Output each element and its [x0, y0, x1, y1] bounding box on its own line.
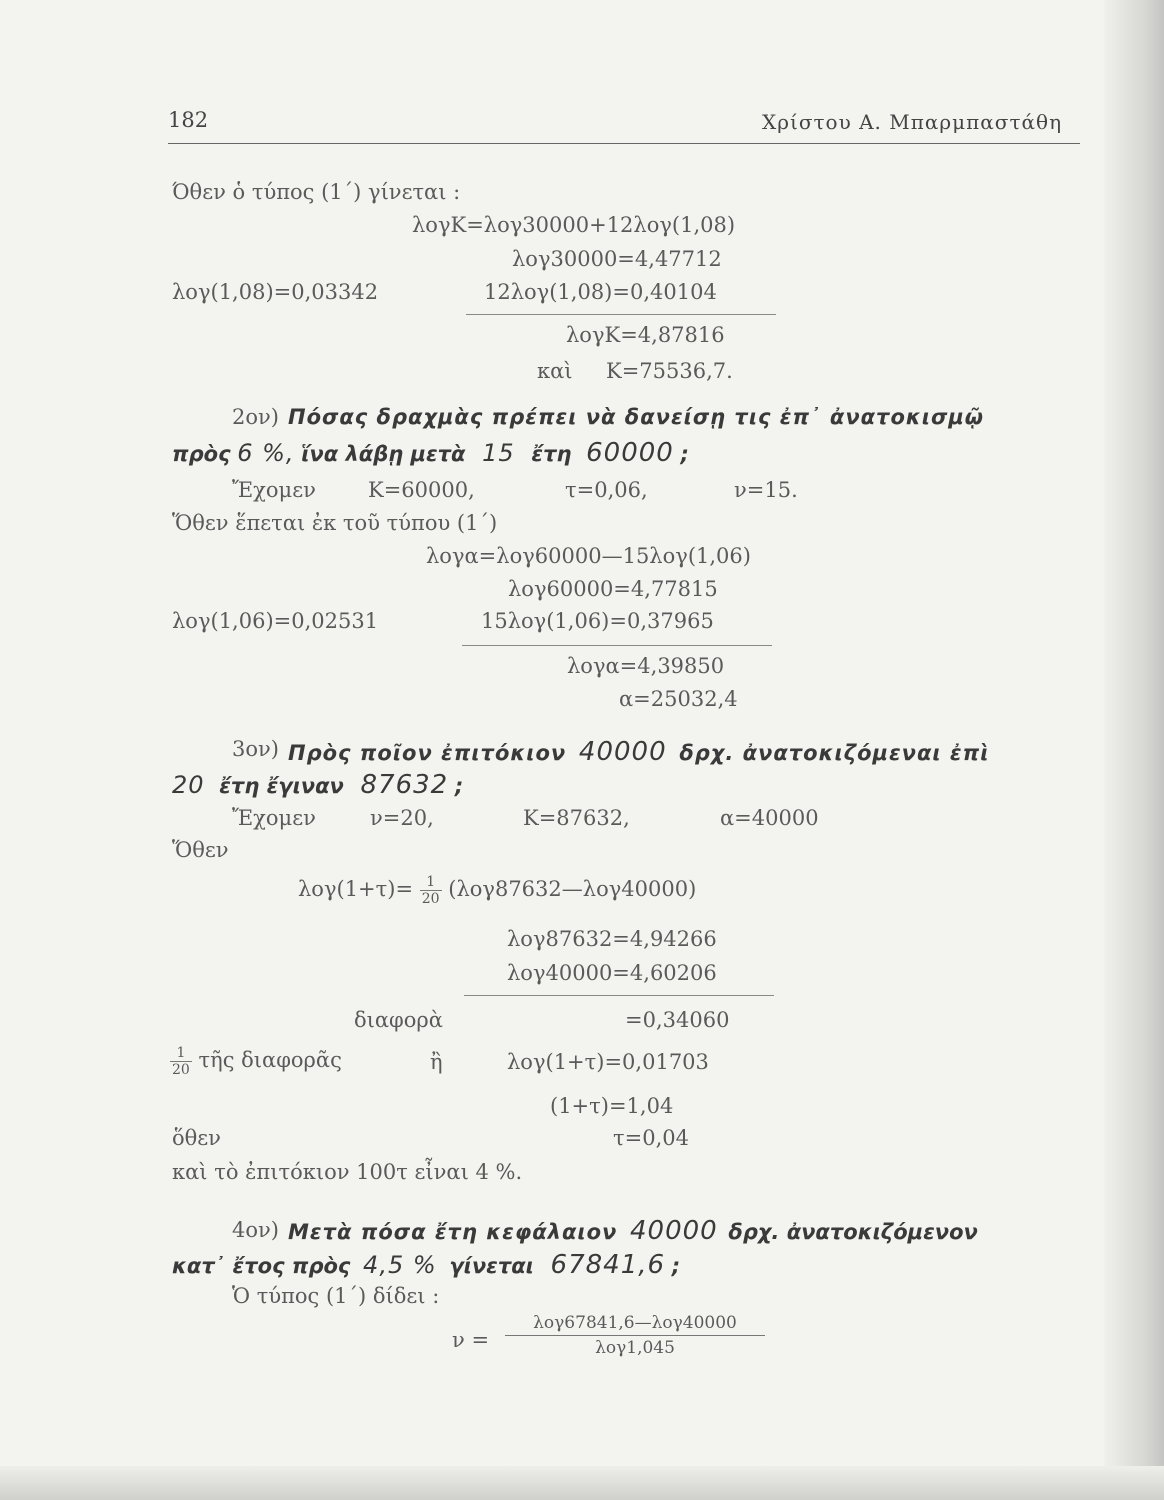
- ex3-label: 3ον): [232, 737, 279, 761]
- ex3-fraction: [420, 874, 442, 907]
- ex4-q1b: 40000: [630, 1216, 718, 1246]
- ex3-question-line1: [288, 739, 989, 765]
- ex3-given-a: α=40000: [720, 806, 819, 830]
- ex4-q2d: 67841,6: [550, 1250, 666, 1280]
- ex3-q1b: 40000: [578, 737, 667, 767]
- ex3-eq-rhs: (λογ87632—λογ40000): [448, 877, 697, 902]
- ex2-label: 2ον): [232, 405, 279, 429]
- page-number: 182: [168, 108, 209, 132]
- ex4-eq-lhs: ν =: [452, 1328, 490, 1352]
- ex2-given-t: τ=0,06,: [565, 478, 648, 502]
- ex3-given-label: Ἔχομεν: [232, 806, 316, 830]
- ex3-res2: τ=0,04: [613, 1126, 689, 1150]
- ex3-part-num: 1: [170, 1045, 192, 1062]
- ex4-q2e: ;: [671, 1254, 681, 1278]
- ex3-q2d: ;: [454, 774, 464, 798]
- ex2-intro: Ὅθεν ἕπεται ἐκ τοῦ τύπου (1΄): [172, 511, 498, 535]
- ex4-q2b: 4,5 %: [363, 1251, 437, 1279]
- ex2-q2d: 15: [482, 439, 515, 467]
- ex2-q2b: 6 %,: [237, 439, 295, 467]
- ex3-frac-num: 1: [420, 874, 442, 891]
- ex1-left: λογ(1,08)=0,03342: [172, 280, 379, 304]
- ex2-sum-rule: [462, 645, 772, 646]
- running-title: Χρίστου Α. Μπαρμπαστάθη: [762, 110, 1063, 134]
- ex4-q2c: γίνεται: [449, 1254, 534, 1278]
- ex2-q2e: ἔτη: [531, 442, 572, 466]
- ex4-label: 4ον): [232, 1218, 279, 1242]
- ex3-part-eta: ἢ: [430, 1050, 443, 1074]
- ex3-res1: (1+τ)=1,04: [550, 1094, 674, 1118]
- ex2-given-v: ν=15.: [734, 478, 798, 502]
- page-edge-shadow: [1104, 0, 1164, 1500]
- ex2-res2: α=25032,4: [619, 687, 738, 711]
- ex1-eq1: λογK=λογ30000+12λογ(1,08): [412, 213, 736, 237]
- ex3-part-eq: λογ(1+τ)=0,01703: [507, 1050, 709, 1074]
- ex3-eq2: λογ87632=4,94266: [507, 927, 717, 951]
- page-bottom-shadow: [0, 1466, 1164, 1500]
- ex3-q2b: ἔτη ἔγιναν: [219, 774, 344, 798]
- ex3-eq3: λογ40000=4,60206: [507, 961, 717, 985]
- ex1-res2: K=75536,7.: [606, 359, 733, 383]
- ex2-given-label: Ἔχομεν: [232, 478, 316, 502]
- ex1-intro: Όθεν ὁ τύπος (1΄) γίνεται :: [172, 180, 461, 204]
- ex3-q1a: Πρὸς ποῖον ἐπιτόκιον: [288, 741, 567, 765]
- ex4-denominator: λογ1,045: [595, 1338, 675, 1358]
- ex3-q2a: 20: [172, 771, 205, 799]
- ex3-part-den: 20: [172, 1062, 190, 1079]
- ex3-conclusion: καὶ τὸ ἐπιτόκιον 100τ εἶναι 4 %.: [172, 1160, 523, 1184]
- ex2-eq1: λογα=λογ60000—15λογ(1,06): [426, 544, 751, 568]
- ex4-question-line2: [172, 1252, 680, 1278]
- ex1-res1: λογK=4,87816: [566, 323, 725, 347]
- ex3-equation: [298, 874, 696, 907]
- header-rule: [168, 143, 1080, 144]
- ex1-eq2: λογ30000=4,47712: [512, 247, 722, 271]
- ex3-given-v: ν=20,: [370, 806, 434, 830]
- ex3-diff-val: =0,34060: [625, 1008, 730, 1032]
- ex2-q2a: πρὸς: [172, 442, 231, 466]
- ex3-part-text: τῆς διαφορᾶς: [198, 1048, 342, 1073]
- ex3-eq-lhs: λογ(1+τ)=: [298, 877, 414, 902]
- ex1-eq3: 12λογ(1,08)=0,40104: [484, 280, 717, 304]
- ex4-q1c: δρχ. ἀνατοκιζόμενον: [728, 1220, 978, 1244]
- ex4-question-line1: [288, 1218, 978, 1244]
- ex3-q1c: δρχ. ἀνατοκιζόμεναι ἐπὶ: [679, 741, 990, 765]
- ex2-q2c: ἵνα λάβῃ μετὰ: [301, 442, 466, 466]
- ex3-question-line2: [172, 772, 463, 798]
- ex3-othen: Ὅθεν: [172, 838, 229, 862]
- ex2-res1: λογα=4,39850: [567, 654, 725, 678]
- ex2-left: λογ(1,06)=0,02531: [172, 609, 379, 633]
- ex2-given-K: K=60000,: [368, 478, 475, 502]
- ex4-q2a: κατ᾽ ἔτος πρὸς: [172, 1254, 351, 1278]
- ex2-eq2: λογ60000=4,77815: [508, 577, 718, 601]
- ex3-othen2: ὅθεν: [172, 1126, 221, 1150]
- ex3-diff-rule: [464, 995, 774, 996]
- ex3-part-line: [170, 1045, 342, 1078]
- ex2-question-line1: Πόσας δραχμὰς πρέπει νὰ δανείσῃ τις ἐπ᾽ ἀνατοκισμῷ: [288, 405, 985, 429]
- ex4-numerator: λογ67841,6—λογ40000: [505, 1313, 765, 1336]
- ex4-intro: Ὁ τύπος (1΄) δίδει :: [232, 1284, 440, 1308]
- ex3-part-fraction: [170, 1045, 192, 1078]
- ex2-question-line2: [172, 440, 689, 466]
- ex3-given-K: K=87632,: [523, 806, 630, 830]
- ex1-sum-rule: [466, 314, 776, 315]
- ex3-frac-den: 20: [421, 891, 440, 908]
- ex3-q2c: 87632: [360, 770, 449, 800]
- ex4-q1a: Μετὰ πόσα ἔτη κεφάλαιον: [288, 1220, 618, 1244]
- ex3-diff-label: διαφορὰ: [354, 1008, 443, 1032]
- ex4-fraction: [505, 1313, 765, 1358]
- ex2-q2f: 60000: [586, 438, 674, 468]
- ex1-res2-kai: καὶ: [537, 359, 573, 383]
- ex2-q2g: ;: [680, 442, 689, 466]
- ex2-eq3: 15λογ(1,06)=0,37965: [481, 609, 714, 633]
